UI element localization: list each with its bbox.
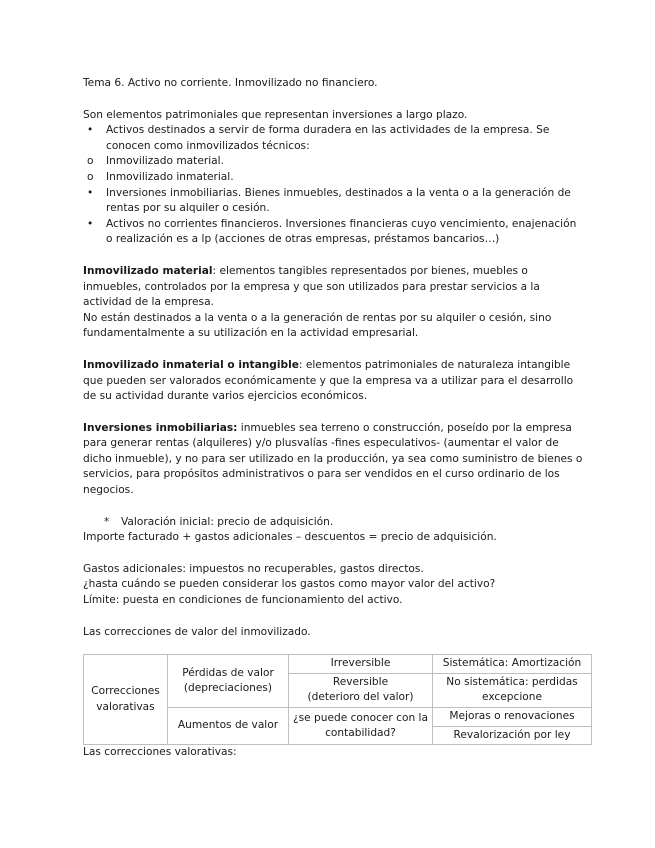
table-cell: Revalorización por ley: [433, 726, 592, 745]
inversiones-def: inmuebles sea terreno o construcción, poseído por la empresa para generar rentas (alquileres) y/o plusvalías -fines especulativos- (aumentar el valor de dicho inmueble), y no para ser utilizado en la producción, ya sea como suministro de bienes o servicios, para propósitos administrativos o para ser vendidos en el curso ordinario de los negocios.: [83, 421, 583, 497]
list-item: [83, 154, 583, 170]
table-cell: Pérdidas de valor (depreciaciones): [168, 655, 289, 708]
gastos-question: ¿hasta cuándo se pueden considerar los gastos como mayor valor del activo?: [83, 578, 496, 591]
document-page: [83, 76, 583, 761]
list-item: [83, 217, 583, 248]
table-cell: Correcciones valorativas: [84, 655, 168, 745]
table-cell: No sistemática: perdidas excepcione: [433, 673, 592, 707]
list-item: [83, 123, 583, 154]
gastos-line: Gastos adicionales: impuestos no recuperables, gastos directos.: [83, 562, 424, 575]
deterioro-label: (deterioro del valor): [307, 691, 414, 704]
valoracion-formula: Importe facturado + gastos adicionales – descuentos = precio de adquisición.: [83, 531, 497, 544]
material-def: : elementos tangibles representados por bienes, muebles o inmuebles, controlados por la empresa y que son utilizados para prestar servicios a la actividad de la empresa.: [83, 264, 540, 309]
table-cell: [289, 673, 433, 707]
inmaterial-def: : elementos patrimoniales de naturaleza intangible que pueden ser valorados económicamente y que la empresa va a utilizar para el desarrollo de su actividad durante varios ejercicios económicos.: [83, 358, 574, 403]
inversiones-definition: [83, 421, 583, 499]
list-item-text: Activos destinados a servir de forma duradera en las actividades de la empresa. Se conocen como inmovilizados técnicos:: [106, 124, 550, 152]
material-note: No están destinados a la venta o a la generación de rentas por su alquiler o cesión, sino fundamentalmente a su utilización en la actividad empresarial.: [83, 311, 552, 340]
table-cell: Aumentos de valor: [168, 708, 289, 745]
star-marker: *: [104, 515, 110, 528]
list-item-text: Inmovilizado material.: [106, 155, 224, 168]
list-marker: •: [87, 186, 94, 199]
valoracion-label: Valoración inicial: precio de adquisición.: [121, 515, 334, 528]
inmaterial-term: Inmovilizado inmaterial o intangible: [83, 358, 299, 371]
list-item: [83, 170, 583, 186]
list-marker: o: [87, 155, 94, 168]
list-marker: •: [87, 217, 94, 230]
list-item-text: Activos no corrientes financieros. Inversiones financieras cuyo vencimiento, enajenación o realización es a lp (acciones de otras empresas, préstamos bancarios…): [106, 217, 577, 246]
intro-text: Son elementos patrimoniales que representan inversiones a largo plazo.: [83, 108, 468, 121]
correcciones-table: [83, 654, 592, 745]
valoracion-item: [83, 515, 583, 531]
material-term: Inmovilizado material: [83, 264, 213, 277]
list-item: [83, 186, 583, 217]
inmaterial-definition: [83, 358, 583, 405]
material-definition: [83, 264, 583, 311]
table-cell: Irreversible: [289, 655, 433, 674]
list-item-text: Inversiones inmobiliarias. Bienes inmuebles, destinados a la venta o a la generación de rentas por su alquiler o cesión.: [106, 186, 571, 215]
list-marker: •: [87, 124, 94, 137]
list-item-text: Inmovilizado inmaterial.: [106, 170, 234, 183]
page-title: Tema 6. Activo no corriente. Inmovilizado no financiero.: [83, 77, 378, 89]
gastos-limit: Límite: puesta en condiciones de funcionamiento del activo.: [83, 594, 403, 607]
table-cell: Mejoras o renovaciones: [433, 708, 592, 727]
list-marker: o: [87, 170, 94, 183]
correcciones-intro: Las correcciones de valor del inmovilizado.: [83, 625, 311, 638]
table-cell: Sistemática: Amortización: [433, 655, 592, 674]
table-cell: ¿se puede conocer con la contabilidad?: [289, 708, 433, 745]
reversible-label: Reversible: [332, 675, 389, 688]
inversiones-term: Inversiones inmobiliarias:: [83, 421, 238, 434]
footer-text: Las correcciones valorativas:: [83, 746, 237, 759]
asset-list: [83, 123, 583, 248]
